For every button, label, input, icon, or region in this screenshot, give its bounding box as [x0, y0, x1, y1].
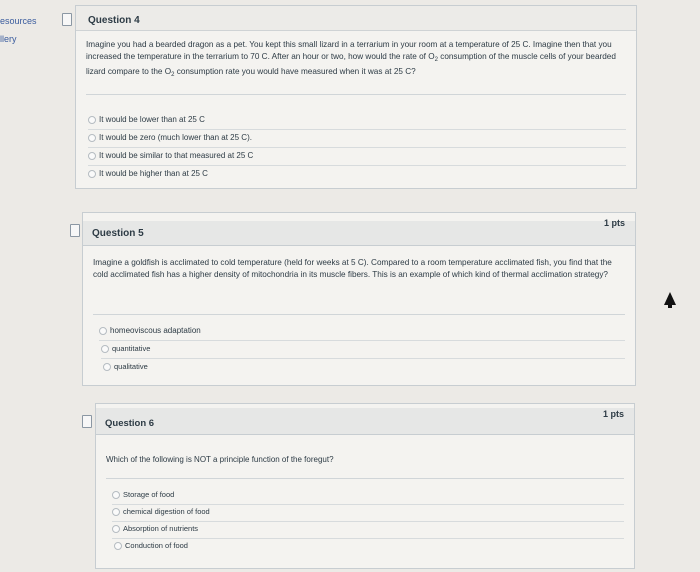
- answer-option[interactable]: Conduction of food: [114, 538, 624, 555]
- question-header: [96, 408, 634, 435]
- question-header: [76, 6, 636, 31]
- question-card-5: [82, 212, 636, 386]
- sidebar-item-gallery[interactable]: llery: [0, 34, 17, 44]
- divider: [86, 94, 626, 95]
- radio-button[interactable]: [88, 170, 96, 178]
- question-title: Question 4: [88, 15, 140, 26]
- question-title: Question 5: [92, 228, 144, 239]
- question-card-4: [75, 5, 637, 189]
- radio-button[interactable]: [88, 134, 96, 142]
- question-header: [83, 218, 635, 246]
- radio-button[interactable]: [103, 363, 111, 371]
- answer-option[interactable]: quantitative: [101, 341, 625, 359]
- answer-option[interactable]: Absorption of nutrients: [112, 521, 624, 539]
- flag-question-icon[interactable]: [70, 224, 80, 237]
- answer-option[interactable]: chemical digestion of food: [112, 504, 624, 522]
- flag-question-icon[interactable]: [62, 13, 72, 26]
- answer-option[interactable]: It would be higher than at 25 C: [88, 166, 626, 183]
- question-points: 1 pts: [603, 218, 625, 228]
- radio-button[interactable]: [112, 491, 120, 499]
- radio-button[interactable]: [114, 542, 122, 550]
- divider: [106, 478, 624, 479]
- radio-button[interactable]: [112, 508, 120, 516]
- radio-button[interactable]: [88, 116, 96, 124]
- sidebar-item-resources[interactable]: esources: [0, 16, 37, 26]
- radio-button[interactable]: [88, 152, 96, 160]
- question-text: Which of the following is NOT a principle function of the foregut?: [106, 455, 334, 464]
- answer-option[interactable]: qualitative: [103, 359, 625, 376]
- flag-question-icon[interactable]: [82, 415, 92, 428]
- answer-option[interactable]: It would be zero (much lower than at 25 C).: [88, 130, 626, 148]
- radio-button[interactable]: [112, 525, 120, 533]
- radio-button[interactable]: [99, 327, 107, 335]
- answer-option[interactable]: It would be lower than at 25 C: [88, 112, 626, 130]
- question-card-6: [95, 403, 635, 569]
- question-title: Question 6: [105, 418, 155, 429]
- question-text: Imagine you had a bearded dragon as a pet. You kept this small lizard in a terrarium in your room at a temperature of 25 C. Imagine then that you increased the temperature in the terrarium to 70 C. After an hour or two, how would the rate of $O_2$ consumption of the muscle cells of your bearded lizard compare to the $O_2$ consumption rate you would have measured when it was at 25 C?: [86, 40, 616, 78]
- answer-option[interactable]: Storage of food: [112, 487, 624, 505]
- radio-button[interactable]: [101, 345, 109, 353]
- mouse-cursor-tail: [668, 302, 672, 308]
- question-points: 1 pts: [602, 409, 624, 419]
- question-text: Imagine a goldfish is acclimated to cold temperature (held for weeks at 5 C). Compared to a room temperature acclimated fish, you find that the cold acclimated fish has a higher density of mitochondria in its muscle fibers. This is an example of which kind of thermal acclimation strategy?: [93, 258, 612, 279]
- divider: [93, 314, 625, 315]
- answer-option[interactable]: homeoviscous adaptation: [99, 323, 625, 341]
- course-sidebar: [0, 0, 60, 572]
- answer-option[interactable]: It would be similar to that measured at 25 C: [88, 148, 626, 166]
